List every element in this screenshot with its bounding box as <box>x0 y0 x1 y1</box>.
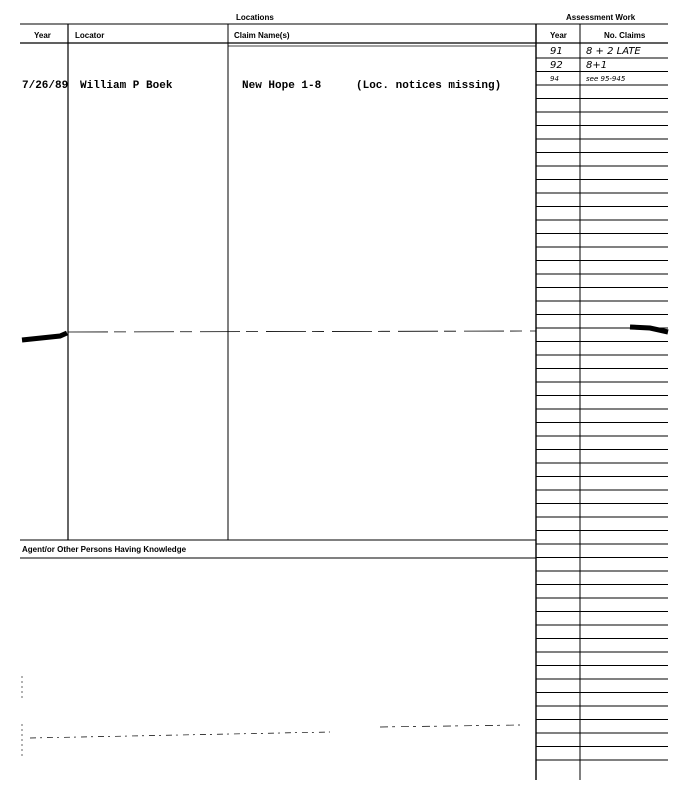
locator-name: William P Boek <box>80 80 173 92</box>
aw-year-entry: 91 <box>550 46 563 57</box>
claim-names-column-header: Claim Name(s) <box>234 31 290 40</box>
claim-name: New Hope 1-8 <box>242 80 322 92</box>
locations-heading: Locations <box>236 13 274 22</box>
agent-section-heading: Agent/or Other Persons Having Knowledge <box>22 545 187 554</box>
aw-claims-entry: 8+1 <box>586 60 608 71</box>
aw-claims-entry: 8 + 2 LATE <box>586 46 641 57</box>
aw-claims-entry: see 95-945 <box>586 75 626 83</box>
location-date: 7/26/89 <box>22 80 69 92</box>
assessment-work-heading: Assessment Work <box>566 13 636 22</box>
locator-column-header: Locator <box>75 31 105 40</box>
year-column-header: Year <box>34 31 51 40</box>
claim-note: (Loc. notices missing) <box>356 80 502 92</box>
no-claims-column-header: No. Claims <box>604 31 646 40</box>
aw-year-entry: 94 <box>550 75 559 83</box>
aw-year-entry: 92 <box>550 60 563 71</box>
aw-year-column-header: Year <box>550 31 567 40</box>
